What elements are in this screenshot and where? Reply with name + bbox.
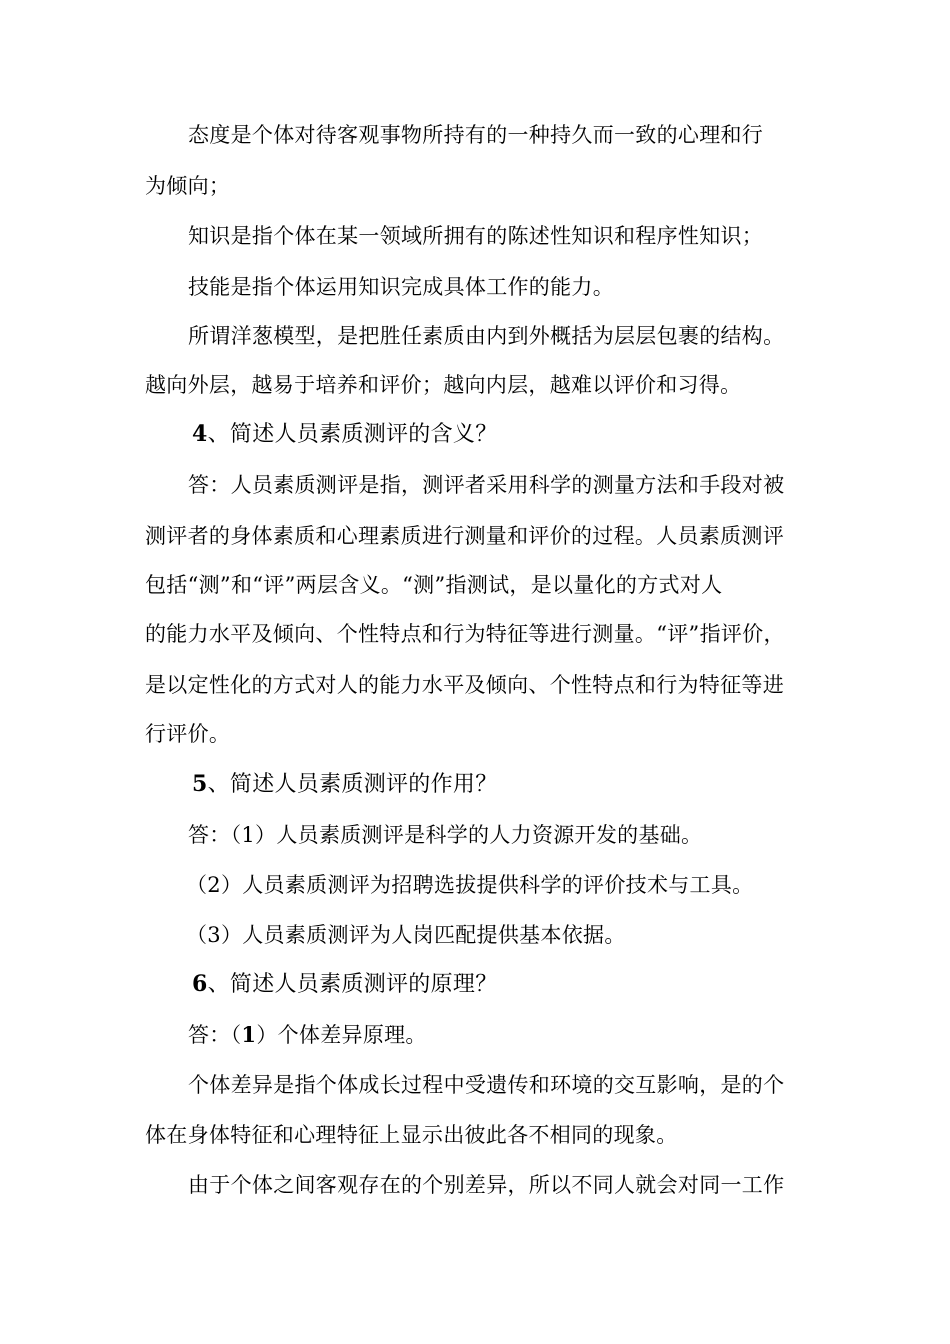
paragraph-knowledge: 知识是指个体在某一领域所拥有的陈述性知识和程序性知识； xyxy=(188,224,764,248)
paragraph-attitude-line-1: 态度是个体对待客观事物所持有的一种持久而一致的心理和行 xyxy=(188,123,764,147)
answer-4-line-3: 包括“测”和“评”两层含义。“测”指测试，是以量化的方式对人 xyxy=(145,573,723,597)
answer-4-line-6: 行评价。 xyxy=(145,722,231,746)
question-5-title: 、简述人员素质测评的作用？ xyxy=(207,772,498,797)
paragraph-attitude-line-2: 为倾向； xyxy=(145,174,231,198)
question-5-heading xyxy=(192,769,812,800)
answer-5-item-3: （3）人员素质测评为人岗匹配提供基本依据。 xyxy=(186,923,626,947)
paragraph-difference-consequence-line-1: 由于个体之间客观存在的个别差异，所以不同人就会对同一工作 xyxy=(188,1173,785,1197)
question-4-number: 4 xyxy=(192,421,208,447)
answer-6-prefix: 答：（ xyxy=(188,1023,242,1047)
question-4-heading xyxy=(192,419,812,450)
answer-5-item-2: （2）人员素质测评为招聘选拔提供科学的评价技术与工具。 xyxy=(186,873,754,897)
question-4-title: 、简述人员素质测评的含义？ xyxy=(207,422,498,447)
answer-4-line-4: 的能力水平及倾向、个性特点和行为特征等进行测量。“评”指评价， xyxy=(145,622,785,646)
paragraph-onion-line-1: 所谓洋葱模型，是把胜任素质由内到外概括为层层包裹的结构。 xyxy=(188,324,785,348)
paragraph-onion-line-2: 越向外层，越易于培养和评价；越向内层，越难以评价和习得。 xyxy=(145,373,742,397)
paragraph-individual-difference-line-2: 体在身体特征和心理特征上显示出彼此各不相同的现象。 xyxy=(145,1123,678,1147)
question-6-number: 6 xyxy=(192,971,208,997)
answer-6-number: 1 xyxy=(241,1022,257,1047)
paragraph-skill: 技能是指个体运用知识完成具体工作的能力。 xyxy=(188,275,614,299)
question-6-title: 、简述人员素质测评的原理？ xyxy=(207,972,498,997)
answer-6-suffix: ）个体差异原理。 xyxy=(256,1023,427,1047)
paragraph-individual-difference-line-1: 个体差异是指个体成长过程中受遗传和环境的交互影响，是的个 xyxy=(188,1073,785,1097)
question-6-heading xyxy=(192,969,812,1000)
answer-5-item-1: 答：（1）人员素质测评是科学的人力资源开发的基础。 xyxy=(188,823,703,847)
answer-4-line-1: 答：人员素质测评是指，测评者采用科学的测量方法和手段对被 xyxy=(188,473,785,497)
answer-4-line-5: 是以定性化的方式对人的能力水平及倾向、个性特点和行为特征等进 xyxy=(145,673,784,697)
answer-6-item-1 xyxy=(188,1020,808,1050)
question-5-number: 5 xyxy=(192,771,208,797)
answer-4-line-2: 测评者的身体素质和心理素质进行测量和评价的过程。人员素质测评 xyxy=(145,524,784,548)
